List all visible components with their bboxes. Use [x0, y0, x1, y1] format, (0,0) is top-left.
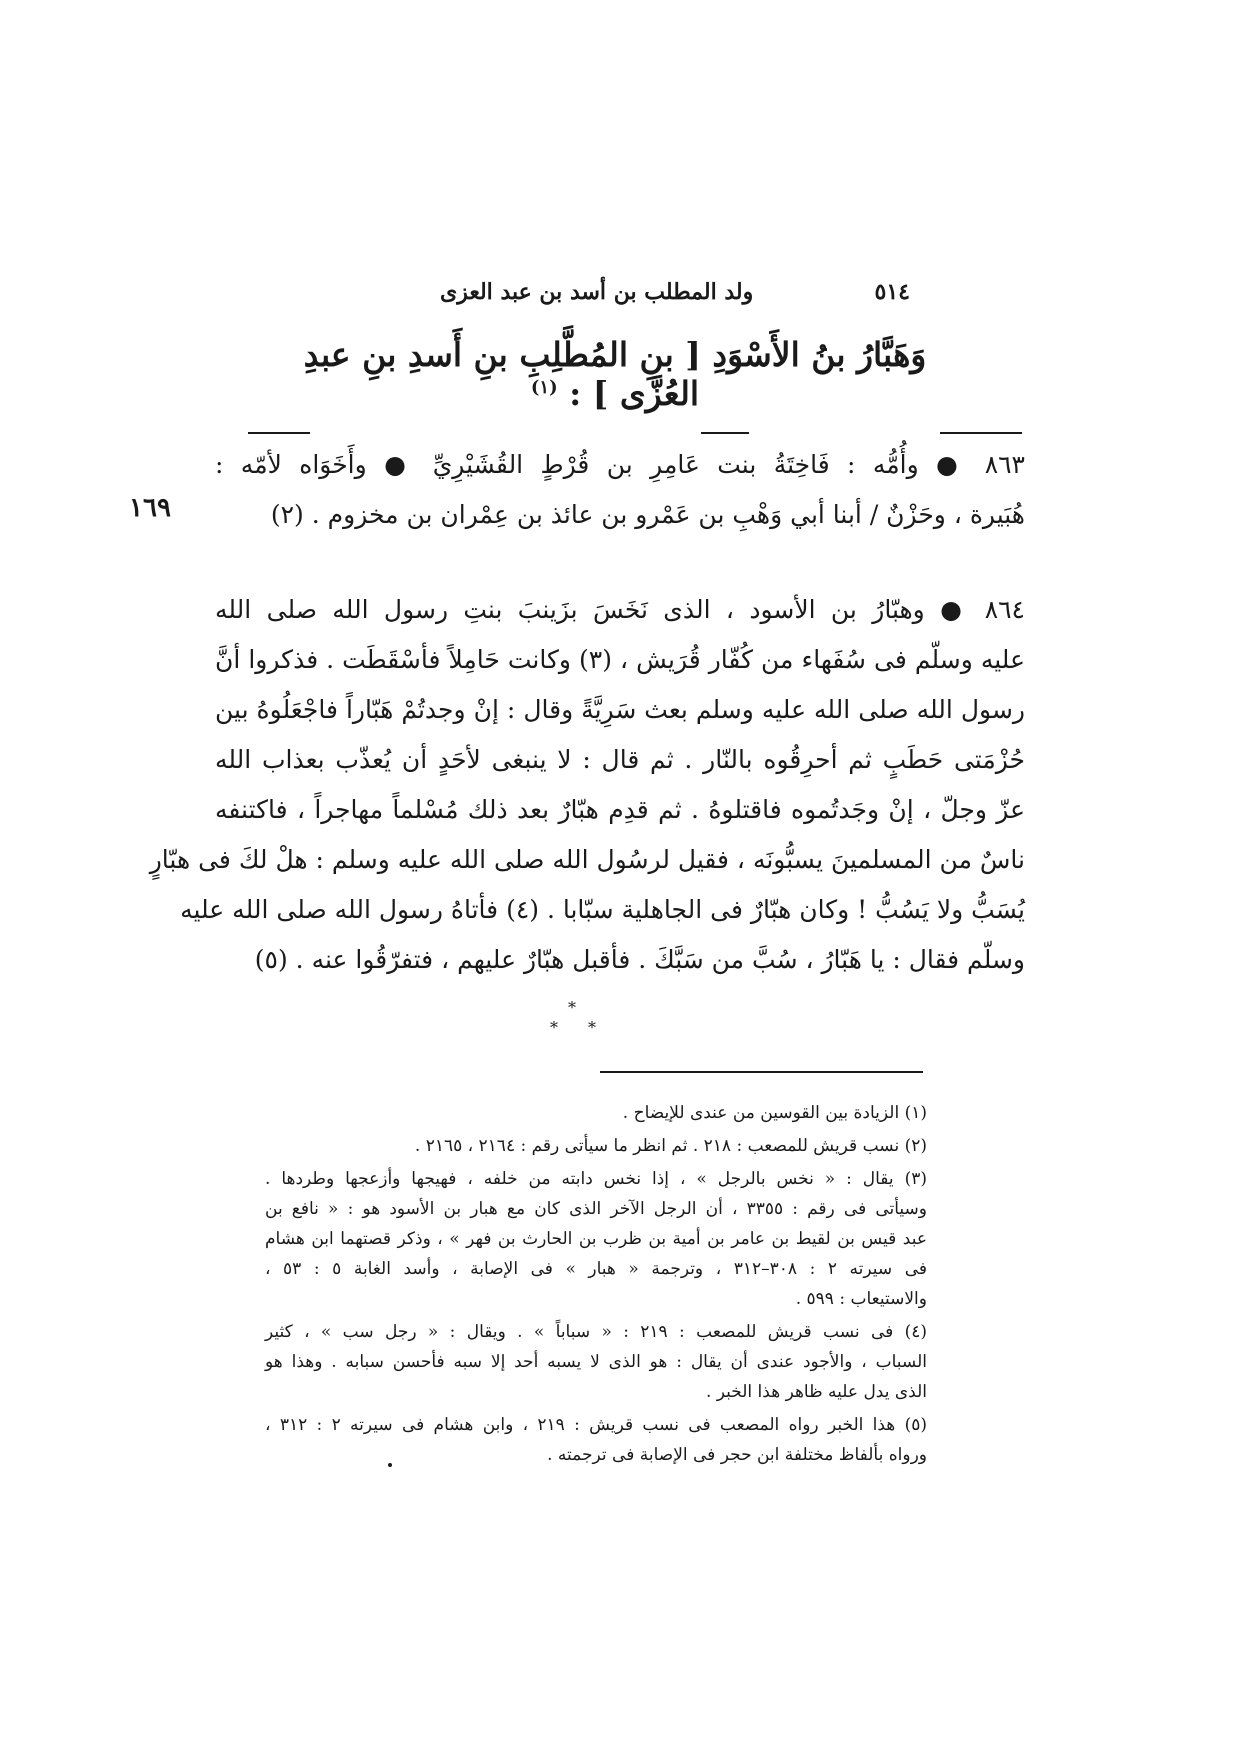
footnote-line: (٣) يقال : « نخس بالرجل » ، إذا نخس دابته من خلفه ، فهيجها وأزعجها وطردها .	[265, 1169, 927, 1189]
footnote-line: عبد قيس بن لقيط بن عامر بن أمية بن ظرب بن الحارث بن فهر » ، وذكر قصتهما ابن هشام	[265, 1229, 927, 1249]
section-title	[275, 335, 955, 413]
footnote-reference: (١)	[530, 377, 558, 398]
overline-mark	[940, 432, 1022, 434]
footnote-line: (١) الزيادة بين القوسين من عندى للإيضاح .	[622, 1103, 927, 1123]
footnote-3	[265, 1164, 927, 1314]
footnote-line: (٤) فى نسب قريش للمصعب : ٢١٩ : « سباباً » . ويقال : « رجل سب » ، كثير	[265, 1322, 928, 1342]
asterisk-icon: *	[588, 1018, 596, 1037]
running-title: ولد المطلب بن أسد بن عبد العزى	[440, 279, 754, 305]
entry-864	[149, 585, 1025, 985]
text-line: رسول الله صلى الله عليه وسلم بعث سَرِيَّةً وقال : إنْ وجدتُمْ هَبّاراً فاجْعَلُوهُ بين	[215, 695, 1025, 724]
asterisk-icon: *	[550, 1018, 558, 1037]
text-line: وسلّم فقال : يا هَبّارُ ، سُبَّ من سَبَّكَ . فأقبل هبّارٌ عليهم ، فتفرّقُوا عنه . (٥)	[254, 945, 1025, 974]
text-line: يُسَبُّ ولا يَسُبُّ ! وكان هبّارٌ فى الجاهلية سبّابا . (٤) فأتاهُ رسول الله صلى الله عليه	[180, 895, 1025, 924]
footnote-line: ورواه بألفاظ مختلفة ابن حجر فى الإصابة فى ترجمته .	[547, 1445, 927, 1465]
footnote-line: (٥) هذا الخبر رواه المصعب فى نسب قريش : ٢١٩ ، وابن هشام فى سيرته ٢ : ٣١٢ ،	[265, 1415, 927, 1435]
overline-mark	[248, 432, 310, 434]
footnote-line: فى سيرته ٢ : ٣٠٨–٣١٢ ، وترجمة « هبار » فى الإصابة ، وأسد الغابة ٥ : ٥٣ ،	[265, 1259, 928, 1279]
page-number: ٥١٤	[874, 279, 910, 305]
footnote-line: وسيأتى فى رقم : ٣٣٥٥ ، أن الرجل الآخر الذى كان مع هبار بن الأسود هو : « نافع بن	[265, 1199, 927, 1219]
margin-page-number: ١٦٩	[129, 493, 171, 523]
asterisk-icon: *	[568, 998, 576, 1017]
text-line: عليه وسلّم فى سُفَهاء من كُفّار قُرَيش ، (٣) وكانت حَامِلاً فأسْقَطَت . فذكروا أنَّ	[215, 645, 1025, 674]
footnote-2	[265, 1131, 927, 1161]
footnote-line: السباب ، والأجود عندى أن يقال : هو الذى لا يسبه أحد إلا سبه فأحسن سبابه . وهذا هو	[265, 1352, 927, 1372]
running-header	[440, 272, 910, 312]
text-line: عزّ وجلّ ، إنْ وجَدتُموه فاقتلوهُ . ثم قدِم هبّارٌ بعد ذلك مُسْلماً مهاجراً ، فاكتنفه	[215, 795, 1025, 824]
entry-863	[215, 440, 1025, 540]
footnotes	[265, 1098, 927, 1473]
footnote-line: (٢) نسب قريش للمصعب : ٢١٨ . ثم انظر ما سيأتى رقم : ٢١٦٤ ، ٢١٦٥ .	[414, 1136, 927, 1156]
section-title-text: وَهَبَّارُ بنُ الأَسْوَدِ [ بنِ المُطَّلِبِ بنِ أَسدِ بنِ عبدِ العُزَّى ] :	[303, 335, 927, 413]
footnote-5	[265, 1410, 927, 1470]
footnote-divider	[600, 1071, 923, 1073]
text-line: هُبَيرة ، وحَزْنٌ / أبنا أبي وَهْبِ بن عَمْرو بن عائذ بن عِمْران بن مخزوم . (٢)	[270, 500, 1025, 529]
footnote-1	[265, 1098, 927, 1128]
footnote-line: الذى يدل عليه ظاهر هذا الخبر .	[705, 1382, 927, 1402]
overline-mark	[701, 432, 749, 434]
footnote-line: والاستيعاب : ٥٩٩ .	[795, 1289, 927, 1309]
text-line: ٨٦٤ ● وهبّارُ بن الأسود ، الذى نَخَسَ بزَينبَ بنتِ رسول الله صلى الله	[215, 595, 1025, 624]
text-line: حُزْمَتى حَطَبٍ ثم أحرِقُوه بالنّار . ثم قال : لا ينبغى لأحَدٍ أن يُعذّب بعذاب الله	[215, 745, 1025, 774]
section-separator	[540, 1000, 620, 1050]
footnote-4	[265, 1317, 927, 1407]
text-line: ناسٌ من المسلمينَ يسبُّونَه ، فقيل لرسُول الله صلى الله عليه وسلم : هلْ لكَ فى هبّارٍ	[149, 845, 1025, 874]
text-line: ٨٦٣ ● وأُمُّه : فَاخِتَةُ بنت عَامِرِ بن قُرْطٍ القُشَيْرِيِّ ● وأَخَوَاه لأمّه :	[215, 450, 1025, 479]
print-speck	[388, 1463, 392, 1467]
